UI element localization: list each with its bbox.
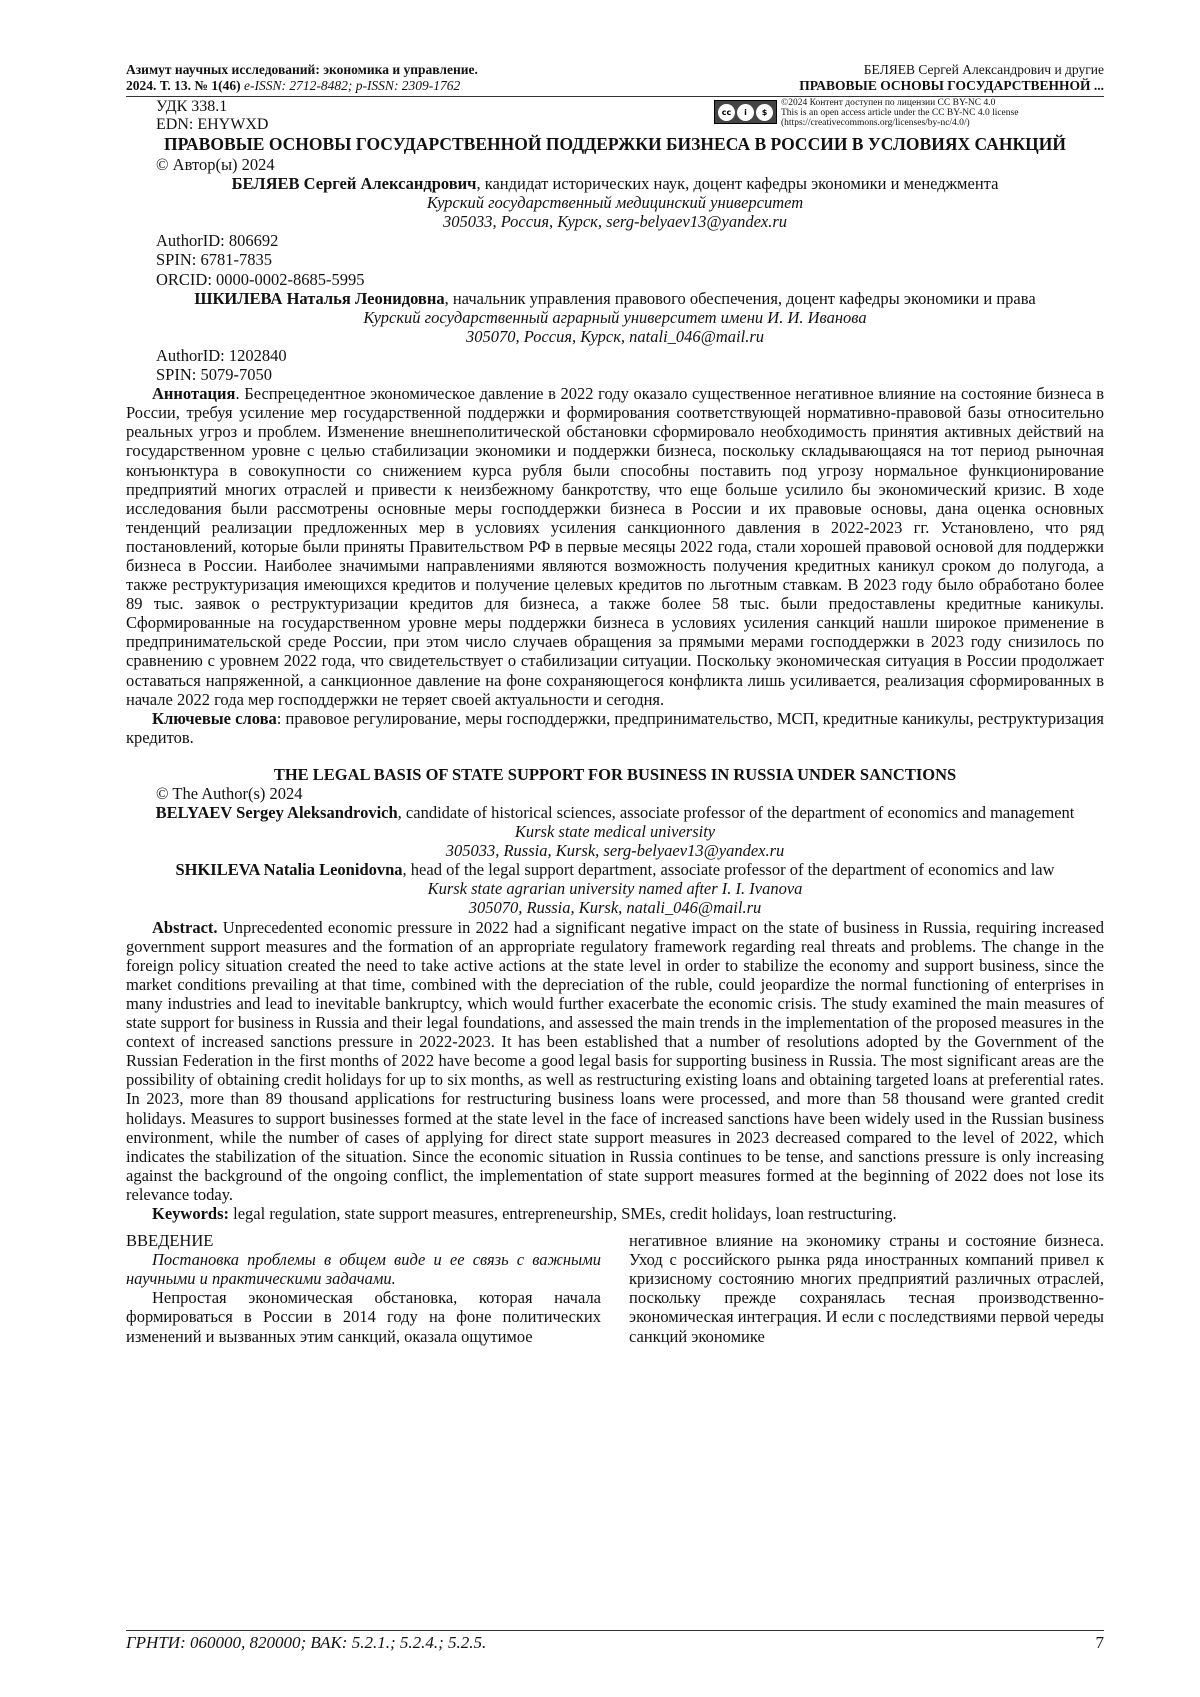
license-text bbox=[781, 98, 1018, 128]
affiliation-2-en: Kursk state agrarian university named after I. I. Ivanova bbox=[427, 879, 803, 899]
author-2-ru bbox=[126, 289, 1104, 308]
author-1-en bbox=[126, 803, 1104, 822]
author-id: AuthorID: 1202840 bbox=[156, 345, 287, 365]
cc-license-icon: cc i $ bbox=[714, 100, 777, 124]
affiliation-1-ru: Курский государственный медицинский университет bbox=[426, 193, 804, 213]
journal-info bbox=[126, 62, 478, 94]
section-subheading: Постановка проблемы в общем виде и ее связь с важными научными и практическими задачами. bbox=[126, 1250, 601, 1289]
author-name: ШКИЛЕВА Наталья Леонидовна bbox=[194, 288, 445, 308]
column-right bbox=[629, 1231, 1104, 1346]
page-number: 7 bbox=[1095, 1633, 1104, 1652]
column-left bbox=[126, 1231, 601, 1346]
identifiers bbox=[126, 98, 268, 134]
copyright-ru: © Автор(ы) 2024 bbox=[156, 155, 275, 174]
keywords-en bbox=[126, 1204, 1104, 1223]
header-rule bbox=[126, 96, 1104, 97]
running-header bbox=[126, 62, 1104, 94]
author-name: BELYAEV Sergey Aleksandrovich bbox=[155, 803, 398, 822]
page-footer bbox=[126, 1630, 1104, 1653]
journal-issn: e-ISSN: 2712-8482; p-ISSN: 2309-1762 bbox=[240, 78, 461, 93]
license-block bbox=[714, 98, 1104, 134]
license-link[interactable]: (https://creativecommons.org/licenses/by-nc/4.0/) bbox=[781, 118, 970, 128]
section-heading: ВВЕДЕНИЕ bbox=[126, 1231, 214, 1251]
address-1-ru: 305033, Россия, Курск, serg-belyaev13@yandex.ru bbox=[442, 212, 788, 232]
author-name: БЕЛЯЕВ Сергей Александрович bbox=[231, 174, 477, 194]
udk: УДК 338.1 bbox=[156, 98, 228, 115]
body-columns bbox=[126, 1231, 1104, 1346]
meta-row bbox=[126, 98, 1104, 134]
copyright-en: © The Author(s) 2024 bbox=[156, 783, 303, 803]
author-2-en bbox=[126, 860, 1104, 879]
english-section bbox=[126, 784, 1104, 1223]
page bbox=[126, 62, 1104, 1346]
author-role: , начальник управления правового обеспечения, доцент кафедры экономики и права bbox=[444, 288, 1036, 308]
address-1-en: 305033, Russia, Kursk, serg-belyaev13@yandex.ru bbox=[445, 841, 785, 861]
author-1-ru bbox=[126, 174, 1104, 193]
address-2-en: 305070, Russia, Kursk, natali_046@mail.ru bbox=[468, 898, 762, 918]
keywords-text: legal regulation, state support measures, entrepreneurship, SMEs, credit holidays, loan restructuring. bbox=[229, 1203, 897, 1223]
author-role: , head of the legal support department, associate professor of the department of economics and law bbox=[402, 860, 1055, 880]
spin: SPIN: 6781-7835 bbox=[156, 250, 272, 270]
classification-codes: ГРНТИ: 060000, 820000; ВАК: 5.2.1.; 5.2.4.; 5.2.5. bbox=[126, 1633, 487, 1652]
intro-paragraph-right: негативное влияние на экономику страны и состояние бизнеса. Уход с российского рынка ряда иностранных компаний привел к кризисному состоянию многих предприятий различных отраслей, поскольку прежде сохранялась тесная производственно-экономическая интеграция. И если с последствиями первой череды санкций экономике bbox=[629, 1231, 1104, 1346]
journal-name: Азимут научных исследований: экономика и управление. bbox=[126, 62, 478, 77]
header-authors: БЕЛЯЕВ Сергей Александрович и другие bbox=[863, 62, 1104, 77]
edn: EDN: EHYWXD bbox=[156, 116, 269, 133]
abstract-en bbox=[126, 918, 1104, 1204]
address-2-ru: 305070, Россия, Курск, natali_046@mail.ru bbox=[465, 326, 764, 346]
abstract-text: Unprecedented economic pressure in 2022 had a significant negative impact on the state of business in Russia, requiring increased government support measures and the formation of an appropriate regulatory framework regarding real threats and problems. The change in the foreign policy situation created the need to take active actions at the state level in order to stabilize the economy and support business, since the market conditions prevailing at that time, combined with the depreciation of the ruble, could jeopardize the normal functioning of enterprises in many industries and lead to inevitable bankruptcy, which would further exacerbate the economic crisis. The study examined the main measures of state support for business in Russia and their legal foundations, and assessed the main trends in the implementation of the proposed measures in the context of increased sanctions pressure in 2022-2023. It has been established that a number of resolutions adopted by the Government of the Russian Federation in the first months of 2022 have become a good legal basis for supporting business in Russia. The most significant areas are the possibility of obtaining credit holidays for up to six months, as well as restructuring existing loans and obtaining targeted loans at preferential rates. In 2023, more than 89 thousand applications for restructuring business loans were processed, and more than 58 thousand were granted credit holidays. Measures to support businesses formed at the state level in the face of increased sanctions have been widely used in the Russian business environment, while the number of cases of applying for direct state support measures in 2023 decreased compared to the level of 2022, which indicates the stabilization of the situation. Since the economic situation in Russia continues to be tense, and sanctions pressure is only increasing against the background of the ongoing conflict, the implementation of state support measures formed at the beginning of 2022 does not lose its relevance today. bbox=[126, 917, 1104, 1204]
keywords-label: Ключевые слова bbox=[152, 708, 277, 728]
journal-issue: 2024. Т. 13. № 1(46) bbox=[126, 78, 241, 93]
author-name: SHKILEVA Natalia Leonidovna bbox=[175, 860, 403, 880]
affiliation-1-en: Kursk state medical university bbox=[514, 822, 716, 842]
article-title-ru: ПРАВОВЫЕ ОСНОВЫ ГОСУДАРСТВЕННОЙ ПОДДЕРЖКИ БИЗНЕСА В РОССИИ В УСЛОВИЯХ САНКЦИЙ bbox=[163, 134, 1067, 154]
license-line: ©2024 Контент доступен по лицензии CC BY-NC 4.0 bbox=[781, 98, 996, 108]
keywords-ru bbox=[126, 709, 1104, 747]
abstract-ru bbox=[126, 384, 1104, 709]
author-id: AuthorID: 806692 bbox=[156, 231, 279, 251]
author-role: , кандидат исторических наук, доцент кафедры экономики и менеджмента bbox=[476, 174, 999, 194]
abstract-label: Аннотация bbox=[152, 384, 236, 404]
intro-paragraph-left: Непростая экономическая обстановка, которая начала формироваться в России в 2014 году на фоне политических изменений и вызванных этим санкций, оказала ощутимое bbox=[126, 1288, 601, 1346]
license-line: This is an open access article under the CC BY-NC 4.0 license bbox=[781, 108, 1019, 118]
abstract-text: . Беспрецедентное экономическое давление в 2022 году оказало существенное негативное влияние на состояние бизнеса в России, требуя усиление мер государственной поддержки и формирования соответствующей нормативно-правовой базы относительно реальных угроз и проблем. Изменение внешнеполитической обстановки сформировало необходимость принятия активных действий на государственном уровне с целью стабилизации экономики и поддержки бизнеса, поскольку складывающаяся на тот период рыночная конъюнктура в совокупности со снижением курса рубля были способны поставить под угрозу нормальное функционирование предприятий многих отраслей и привести к неизбежному банкротству, что еще больше усилило бы экономический кризис. В ходе исследования были рассмотрены основные меры господдержки бизнеса в России и их правовые основы, дана оценка основных тенденций реализации предложенных мер в условиях усиления санкционного давления в 2022-2023 гг. Установлено, что ряд постановлений, которые были приняты Правительством РФ в первые месяцы 2022 года, стали хорошей правовой основой для поддержки бизнеса в России. Наиболее значимыми направлениями являются возможность получения кредитных каникул сроком до полугода, а также реструктуризация имеющихся кредитов и получение целевых кредитов по льготным ставкам. В 2023 году было обработано более 89 тыс. заявок о реструктуризации кредитов для бизнеса, а также более 58 тыс. были предоставлены кредитные каникулы. Сформированные на государственном уровне меры поддержки бизнеса в условиях усиления санкций нашли широкое применение в предпринимательской среде России, при этом число случаев обращения за прямыми мерами господдержки в 2023 году снизилось по сравнению с уровнем 2022 года, что свидетельствует о стабилизации ситуации. Поскольку экономическая ситуация в России продолжает оставаться напряженной, а санкционное давление на фоне сохраняющегося конфликта лишь усиливается, реализация сформированных в начале 2022 года мер господдержки не теряет своей актуальности и сегодня. bbox=[126, 384, 1104, 709]
keywords-text: : правовое регулирование, меры господдержки, предпринимательство, МСП, кредитные каникулы, реструктуризация кредитов. bbox=[126, 708, 1105, 747]
abstract-label: Abstract. bbox=[152, 917, 218, 937]
article-info bbox=[799, 62, 1104, 94]
russian-section bbox=[126, 155, 1104, 747]
orcid: ORCID: 0000-0002-8685-5995 bbox=[156, 269, 365, 289]
author-role: , candidate of historical sciences, associate professor of the department of economics and management bbox=[397, 803, 1075, 822]
header-title: ПРАВОВЫЕ ОСНОВЫ ГОСУДАРСТВЕННОЙ ... bbox=[799, 78, 1104, 93]
keywords-label: Keywords: bbox=[152, 1203, 229, 1223]
affiliation-2-ru: Курский государственный аграрный университет имени И. И. Иванова bbox=[363, 307, 867, 327]
article-title-en: THE LEGAL BASIS OF STATE SUPPORT FOR BUSINESS IN RUSSIA UNDER SANCTIONS bbox=[273, 764, 957, 784]
spin: SPIN: 5079-7050 bbox=[156, 365, 272, 385]
